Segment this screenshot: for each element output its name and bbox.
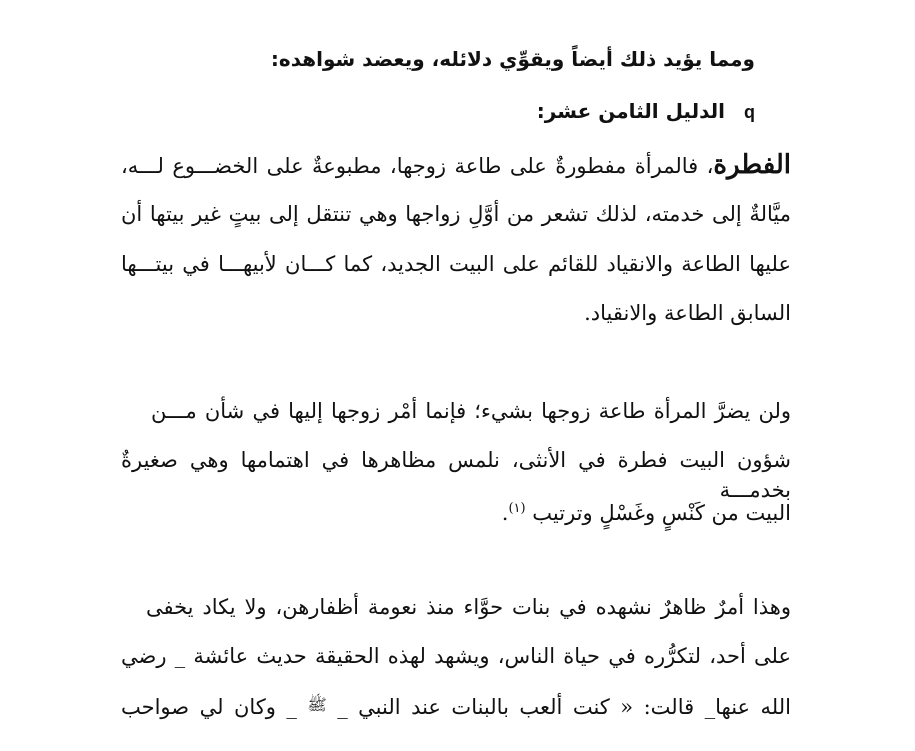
bullet-icon: q bbox=[744, 102, 755, 122]
intro-line: ومما يؤيد ذلك أيضاً ويقوِّي دلائله، ويعضد شواهده: bbox=[270, 47, 755, 71]
para1-line2: ميَّالةٌ إلى خدمته، لذلك تشعر من أوَّلِ زواجها وهي تنتقل إلى بيتٍ غير بيتها أن bbox=[121, 202, 791, 226]
para2-line3-text: البيت من كَنْسٍ وغَسْلٍ وترتيب bbox=[532, 501, 791, 525]
para2-line3 bbox=[502, 494, 791, 528]
para3-line3 bbox=[121, 690, 791, 722]
section-heading bbox=[537, 96, 755, 127]
para2-line2: شؤون البيت فطرة في الأنثى، نلمس مظاهرها في اهتمامها وهي صغيرةٌ بخدمـــة bbox=[121, 448, 791, 502]
para2-line1: ولن يضرَّ المرأة طاعة زوجها بشيء؛ فإنما أمْر زوجها إليها في شأن مـــن bbox=[151, 399, 791, 423]
para1-line1 bbox=[121, 150, 791, 181]
heading-title: الدليل الثامن عشر: bbox=[536, 99, 726, 123]
para3-line3-start: الله عنها_ قالت: « كنت ألعب بالبنات عند النبي _ bbox=[337, 695, 791, 719]
para1-line3: عليها الطاعة والانقياد للقائم على البيت الجديد، كما كـــان لأبيهـــا في بيتـــها bbox=[121, 252, 791, 276]
salawat-icon: ﷺ bbox=[307, 695, 327, 714]
para1-line1-text: ، فالمرأة مفطورةٌ على طاعة زوجها، مطبوعةٌ على الخضـــوع لـــه، bbox=[121, 154, 714, 178]
footnote-ref[interactable]: (١) bbox=[508, 501, 526, 516]
para3-line2: على أحد، لتكرُّره في حياة الناس، ويشهد لهذه الحقيقة حديث عائشة _ رضي bbox=[121, 644, 791, 668]
para1-line4: السابق الطاعة والانقياد. bbox=[584, 301, 791, 325]
para3-line1: وهذا أمرٌ ظاهرٌ نشهده في بنات حوَّاء منذ نعومة أظفارهن، ولا يكاد يخفى bbox=[146, 595, 791, 619]
para3-line3-end: _ وكان لي صواحب bbox=[121, 695, 297, 719]
para2-line3-end: . bbox=[501, 501, 509, 525]
keyword-fitra: الفطرة bbox=[713, 150, 791, 180]
